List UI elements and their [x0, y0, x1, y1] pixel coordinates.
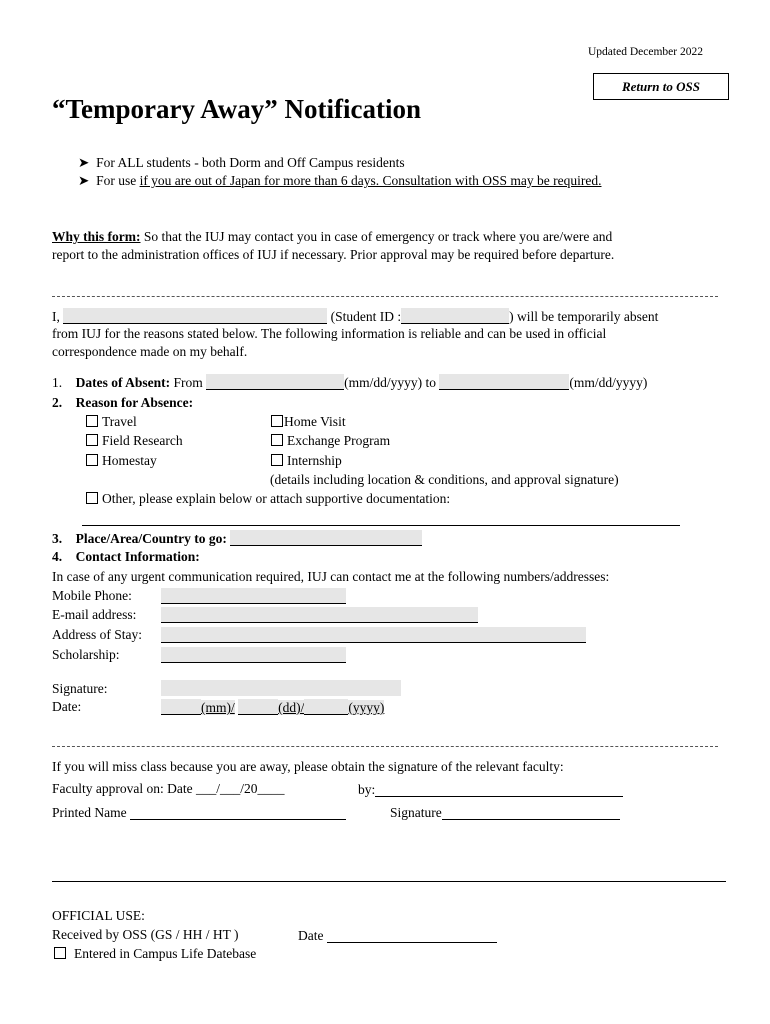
return-to-oss-label: Return to OSS	[621, 79, 701, 94]
checkbox-internship[interactable]	[271, 453, 342, 469]
date-mm-label: (mm)/	[201, 700, 235, 715]
checkbox-label: Other, please explain below or attach supportive documentation:	[102, 491, 451, 506]
internship-details: (details including location & conditions, and approval signature)	[270, 472, 619, 487]
item-number: 4.	[52, 549, 63, 564]
absent-text: ) will be temporarily absent	[509, 309, 659, 324]
student-id-label: (Student ID :	[330, 309, 402, 324]
place-row	[52, 530, 422, 547]
page-title: “Temporary Away” Notification	[52, 94, 421, 124]
bullet-item	[78, 155, 405, 171]
place-label: Place/Area/Country to go:	[75, 531, 227, 546]
item-number: 2.	[52, 395, 63, 410]
bullet-text-underlined: if you are out of Japan for more than 6 days. Consultation with OSS may be required.	[139, 173, 602, 188]
date-yyyy-label: (yyyy)	[348, 700, 385, 715]
email-label: E-mail address:	[52, 607, 137, 622]
scholarship-label: Scholarship:	[52, 647, 120, 662]
bullet-item	[78, 173, 601, 189]
from-text: From	[170, 375, 203, 390]
faculty-signature-field[interactable]	[442, 804, 620, 820]
received-row	[52, 927, 239, 943]
checkbox-label: Travel	[102, 414, 137, 429]
checkbox-label: Field Research	[102, 433, 183, 448]
date-yyyy-field[interactable]	[304, 699, 348, 715]
date-from-field[interactable]	[206, 374, 344, 390]
received-label: Received by OSS (GS / HH / HT )	[52, 927, 239, 942]
declaration-line3: correspondence made on my behalf.	[52, 344, 248, 359]
scholarship-field[interactable]	[161, 647, 346, 663]
mobile-label: Mobile Phone:	[52, 588, 132, 603]
date-label: Date:	[52, 699, 82, 714]
student-name-field[interactable]	[63, 308, 327, 324]
faculty-signature-row	[390, 804, 620, 821]
declaration-i: I,	[52, 309, 60, 324]
why-line2: report to the administration offices of IUJ if necessary. Prior approval may be required before departure.	[52, 247, 615, 262]
checkbox-entered-database[interactable]	[54, 946, 256, 962]
checkbox-travel[interactable]	[86, 414, 137, 430]
reason-label: Reason for Absence:	[75, 395, 194, 410]
return-to-oss-button[interactable]	[593, 73, 729, 100]
contact-heading	[52, 549, 200, 565]
why-label: Why this form:	[52, 229, 141, 244]
official-use-label: OFFICIAL USE:	[52, 908, 145, 923]
declaration-line2: from IUJ for the reasons stated below. The following information is reliable and can be used in official	[52, 326, 607, 341]
checkbox-icon[interactable]	[86, 454, 98, 466]
checkbox-icon[interactable]	[86, 415, 98, 427]
faculty-approval[interactable]: Faculty approval on: Date ___/___/20____	[52, 781, 285, 796]
why-line1: So that the IUJ may contact you in case of emergency or track where you are/were and	[140, 229, 613, 244]
bullet-text: For ALL students - both Dorm and Off Campus residents	[96, 155, 405, 170]
date-format: (mm/dd/yyyy)	[569, 375, 648, 390]
date-to-field[interactable]	[439, 374, 569, 390]
checkbox-icon[interactable]	[271, 454, 283, 466]
checkbox-exchange-program[interactable]	[271, 433, 390, 449]
checkbox-homestay[interactable]	[86, 453, 157, 469]
item-number: 3.	[52, 531, 63, 546]
faculty-by-row	[358, 781, 623, 798]
checkbox-label: Home Visit	[284, 414, 346, 429]
checkbox-label: Entered in Campus Life Datebase	[74, 946, 257, 961]
why-paragraph	[52, 229, 612, 245]
checkbox-icon[interactable]	[54, 947, 66, 959]
checkbox-label: Exchange Program	[287, 433, 391, 448]
checkbox-icon[interactable]	[271, 415, 283, 427]
checkbox-label: Homestay	[102, 453, 157, 468]
checkbox-other[interactable]	[86, 491, 450, 507]
signature-field[interactable]	[161, 680, 401, 696]
date-dd-field[interactable]	[238, 699, 278, 715]
divider	[52, 746, 718, 747]
declaration-line1	[52, 308, 658, 325]
divider	[52, 296, 718, 297]
checkbox-icon[interactable]	[86, 492, 98, 504]
place-field[interactable]	[230, 530, 422, 546]
email-field[interactable]	[161, 607, 478, 623]
date-fields	[161, 699, 384, 716]
official-date-field[interactable]	[327, 927, 497, 943]
official-date-row	[298, 927, 497, 944]
reason-heading	[52, 395, 193, 411]
faculty-by-field[interactable]	[375, 781, 623, 797]
address-label: Address of Stay:	[52, 627, 142, 642]
arrow-bullet-icon: ➤	[78, 173, 90, 188]
arrow-bullet-icon: ➤	[78, 155, 90, 170]
faculty-intro: If you will miss class because you are away, please obtain the signature of the relevant faculty:	[52, 759, 564, 774]
date-format-to: (mm/dd/yyyy) to	[344, 375, 437, 390]
checkbox-field-research[interactable]	[86, 433, 183, 449]
bullet-text: For use	[96, 173, 140, 188]
other-explanation-line[interactable]	[82, 509, 680, 526]
address-field[interactable]	[161, 627, 586, 643]
checkbox-icon[interactable]	[86, 434, 98, 446]
faculty-signature-label: Signature	[390, 805, 442, 820]
signature-label: Signature:	[52, 681, 108, 696]
printed-name-row	[52, 804, 346, 821]
dates-of-absent	[52, 374, 647, 391]
contact-label: Contact Information:	[75, 549, 200, 564]
date-dd-label: (dd)/	[278, 700, 305, 715]
date-mm-field[interactable]	[161, 699, 201, 715]
contact-intro: In case of any urgent communication required, IUJ can contact me at the following numbers/addresses:	[52, 569, 610, 584]
printed-name-field[interactable]	[130, 804, 346, 820]
by-label: by:	[358, 782, 376, 797]
checkbox-label: Internship	[287, 453, 342, 468]
printed-name-label: Printed Name	[52, 805, 127, 820]
dates-label: Dates of Absent:	[75, 375, 171, 390]
official-date-label: Date	[298, 928, 324, 943]
student-id-field[interactable]	[401, 308, 509, 324]
solid-divider	[52, 881, 726, 882]
item-number: 1.	[52, 375, 63, 390]
checkbox-home-visit[interactable]	[271, 414, 346, 430]
mobile-field[interactable]	[161, 588, 346, 604]
checkbox-icon[interactable]	[271, 434, 283, 446]
updated-date: Updated December 2022	[588, 46, 703, 58]
